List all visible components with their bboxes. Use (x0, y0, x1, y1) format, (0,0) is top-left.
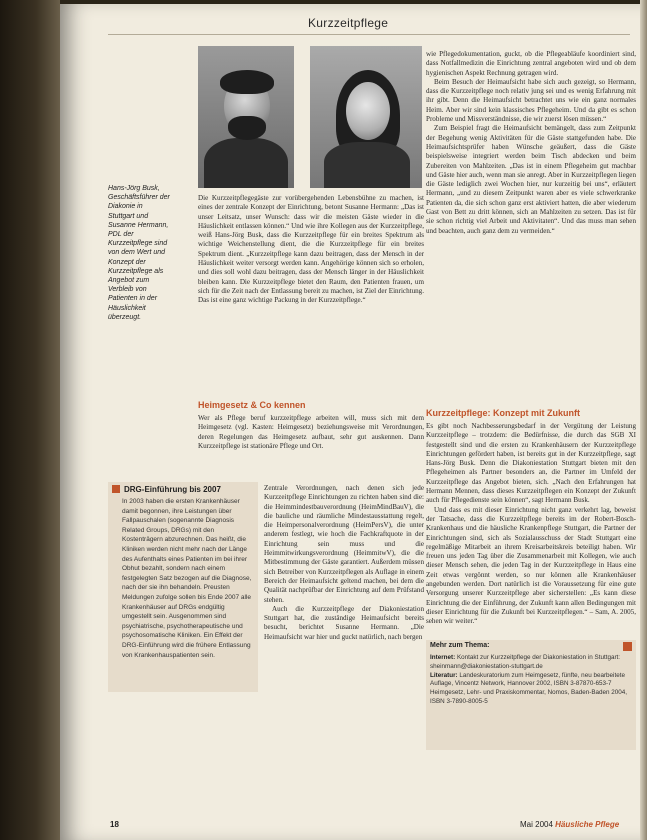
drg-box-title (112, 485, 221, 494)
drg-box-title-text: DRG-Einführung bis 2007 (124, 485, 221, 494)
article-column-middle (198, 194, 424, 306)
literature-line-2: Heimgesetz, Lehr- und Praxiskommentar, Nomos, Baden-Baden 2004, ISBN 3-7890-8005-5 (430, 689, 628, 705)
article-column-middle-2 (198, 414, 424, 451)
paragraph: Zum Beispiel fragt die Heimaufsicht bemängelt, dass zum Zeitpunkt der Begehung wenig Aktivitäten für die Gäste stattgefunden habe. Die Heimaufsichtsprüfer haben Wünsche geäußert, dass die Gäste beispielsweise integriert werden beim Tisch abdecken und beim Zubereiten von Mahlzeiten. „Das ist in einem Pflegeheim gut machbar und Gäste hier auch, wenn man sie anregt. Aber in Kurzzeitpflegen liegen die Gäste lediglich zwei Wochen hier, nur kurzeitig bei uns“, erläutert Hermann, „und zu diesem Zeitpunkt waren aber es viele schwerkranke Patienten da, die sich schon ganz erst aktiviert hatten, die aber wiederum Gast von Bett zu dritt können, sich an Mahlzeiten zu setzen. Das ist für sie schon richtig viel Arbeit und Aktivitaten“. Und das muss man sehen und beachten, auch ganz dem zu vermeiden.“ (426, 124, 636, 235)
paragraph: Es gibt noch Nachbesserungsbedarf in der Vergütung der Leistung Kurzzeitpflege – trotzdem: die Bedürfnisse, die durch das SGB XI festgestellt sind und die ersten zu Krankenhäusern der Kurzzeitpflege Einrichtungen gefördert haben, ist bereits gut in der Kurzzeitpflege, sagt Hans-Jörg Busk. Denn die Diakoniestation Stuttgart bieten mit den Pflegeheimen als Partner besonders an, die Partner im Umfeld der Kurzzeitpflege das Angebot bieten, sich. „Nach den Erfahrungen hat Hermann Mennen, dass dieses Kurzzeitpflegen ein Konzept der Zukunft auch für Pflegedienste sein können“, sagt Hermann Busk. (426, 422, 636, 505)
photo-woman-face (346, 82, 390, 140)
literature-label: Literatur: (430, 671, 458, 679)
header-rule (108, 34, 630, 35)
article-column-right (426, 50, 636, 236)
internet-line (430, 654, 630, 672)
photo-man-body (204, 138, 288, 188)
photo-caption: Hans-Jörg Busk, Geschäftsführer der Diakonie in Stuttgart und Susanne Hermann, PDL der Kurzzeitpflege sind von dem Wert und Konzept der Kurzzeitpflege als Angebot zum Verbleib von Patienten in der Häuslichkeit überzeugt. (108, 185, 170, 321)
photo-man-beard (228, 116, 266, 140)
magazine-page (60, 4, 640, 840)
drg-box-text: In 2003 haben die ersten Krankenhäuser damit begonnen, ihre Leistungen über Fallpauschalen (sogenannte Diagnosis Related Groups, DRGs) mit den Kostenträgern abzurechnen. Das heißt, die Kliniken werden nicht mehr nach der Länge des Aufenthalts eines Patienten im bei ihrer Obhut bezahlt, sondern nach einem festgelegten Satz bezogen auf die Diagnose, nach der sie ihn behandeln. Preusten Meldungen zufolge sollen bis Ende 2007 alle Krankenhäuser auf DRGs endgültig umgestellt sein. Ausgenommen sind psychiatrische, psychotherapeutische und psychosomatische Kliniken. Ein Effekt der DRG-Einführung wird die frühere Entlassung von Krankenhauspatienten sein. (122, 498, 252, 659)
arrow-icon (112, 485, 120, 493)
paragraph: Und dass es mit dieser Einrichtung nicht ganz verkehrt lag, beweist der Tatsache, dass die Kurzzeitpflege bereits im der Robert-Bosch-Krankenhaus und die häusliche Krankenpflege Stuttgart, die Partner der Einrichtungen sind, sich als Sozialausschuss der Stadt Stuttgart eine regelmäßige Mitarbeit an ihrem Kreisarbeitskreis beteiligt haben. Wir freuen uns jeden Tag über die Zusammenarbeit mit Kollegen, wie auch dieser Mensch sehen, die jeden Tag in der Kurzzeitpflege in Haus eine Zeit etwas vergönnt werden, so nur können alle Krankenhäuser angebunden werden. Dort natürlich ist die Voraussetzung für eine gute Versorgung unserer Kurzzeitpflege aber sicherstellen: „Es kann diese Einrichtung die der Einführung, der Zukunft kann allen Bedingungen mit dieser Einrichtung für die Zukunft bei Kurzzeitpflegen.“ – Sam, A. 2005, sehen wir weiter.“ (426, 505, 636, 626)
running-header: Kurzzeitpflege (308, 16, 389, 30)
internet-label: Internet: (430, 654, 456, 661)
page-number: 18 (110, 820, 119, 829)
subheading-heimgesetz: Heimgesetz & Co kennen (198, 400, 306, 410)
subheading-konzept: Kurzzeitpflege: Konzept mit Zukunft (426, 408, 580, 418)
article-column-right-2 (426, 422, 636, 627)
more-box-title: Mehr zum Thema: (430, 642, 490, 649)
paragraph: Zentrale Verordnungen, nach denen sich jede Kurzzeitpflege Einrichtungen zu richten haben sind die: die Heimmindestbauverordnung (HeimMindBauV), die die bauliche und räumliche Mindestausstattung regelt, die Heimpersonalverordnung (HeimPersV), die unter anderem festlegt, wie hoch die Fachkraftquote in der Einrichtung sein muss und die Heimmitwirkungsverordnung (HeimmitwV), die die Mitbestimmung der Gäste garantiert. Außerdem müssen sich Betreiber von Kurzzeitpflegen als Auflage in einem Bereich der Heimaufsicht geltend machen, bei dem die Qualität nachprüfbar der Einrichtung auf dem Prüfstand stehen. (264, 484, 424, 604)
magazine-brand: Häusliche Pflege (555, 820, 620, 829)
paragraph: Wer als Pflege beruf kurzzeitpflege arbeiten will, muss sich mit dem Heimgesetz (vgl. Kasten: Heimgesetz) beziehungsweise mit Verordnungen, deren Regelungen das Heimgesetz aufbaut, sehr gut auskennen. Dann Kurzzeitpflege ist stationäre Pflege und Ort. (198, 414, 424, 450)
internet-text: Kontakt zur Kurzzeitpflege der Diakoniestation in Stuttgart: sheinmann@diakoniestation-stuttgart.de (430, 654, 621, 670)
literature-line (430, 672, 630, 690)
issue-date: Mai 2004 (520, 820, 553, 829)
photo-man-hair (220, 70, 274, 94)
paragraph: wie Pflegedokumentation, guckt, ob die Pflegeabläufe koordiniert sind, dass Notfallmedizin die Einrichtung zentral angeboten wird und ob dem hygienischen Aspekt Rechnung getragen wird. (426, 50, 636, 77)
arrow-icon (623, 642, 632, 651)
book-spine (0, 0, 60, 840)
drg-info-box (108, 482, 258, 692)
more-info-box (426, 640, 636, 750)
paragraph: Beim Besuch der Heimaufsicht habe sich auch gezeigt, so Hermann, dass die Kurzzeitpflege noch relativ jung sei und es wenig Erfahrung mit ihr gibt. Denn die Heimaufsicht betrachtet uns wie ein ganz normales Heim. Aber wir sind kein klassisches Pflegeheim. Und da gibt es schon Probleme und Missverständnisse, die wir zuerst lösen müssen.“ (426, 77, 636, 124)
photo-woman-body (324, 142, 410, 188)
page-edge (640, 0, 647, 840)
photo-man (198, 46, 294, 188)
more-box-text (430, 654, 630, 707)
footer-issue (520, 820, 619, 829)
paragraph: Auch die Kurzzeitpflege der Diakoniestation Stuttgart hat, die zuständige Heimaufsicht bereits besucht, berichtet Susanne Hermann. „Die Heimaufsicht war hier und guckt natürlich, nach bergen (264, 604, 424, 641)
photo-woman (310, 46, 422, 188)
article-column-middle-3 (264, 484, 424, 642)
literature-text: Landeskuratorium zum Heimgesetz, fünfte, neu bearbeitete Auflage, Vincentz Network, Hannover 2002, ISBN 3-87870-653-7 (430, 671, 625, 688)
paragraph: Die Kurzzeitpflegegäste zur vorübergehenden Lebensbühne zu machen, ist eines der zentrale Konzept der Einrichtung, betont Susanne Hermann: „Das ist unser Leitsatz, unser Wunsch: dass wir die meisten Gäste wieder in die Häuslichkeit entlassen können.“ Und wie ihre Kollegen aus der Kurzzeitpflege, weiß Hans-Jörg Busk, dass die Kurzzeitpflege für ein breites Spektrum als wichtige Weichenstellung dient, die die Kurzzeitpflege für ein breites Spektrum dient. „Kurzzeitpflege kann dazu beitragen, dass der Mensch in der Häuslichkeit weiter versorgt werden kann. Angehörige können sich so erholen, und dies soll wohl dazu beitragen, dass der Mensch länger in der Häuslichkeit bleiben kann. Die Kurzzeitpflege bietet den Raum, den Patienten frauen, um sich für die Zeit nach der Entlassung bereit zu machen, ist Ziel der Einrichtung. Das ist eine ganz wichtige Packung in der Kurzzeitpflege.“ (198, 194, 424, 305)
